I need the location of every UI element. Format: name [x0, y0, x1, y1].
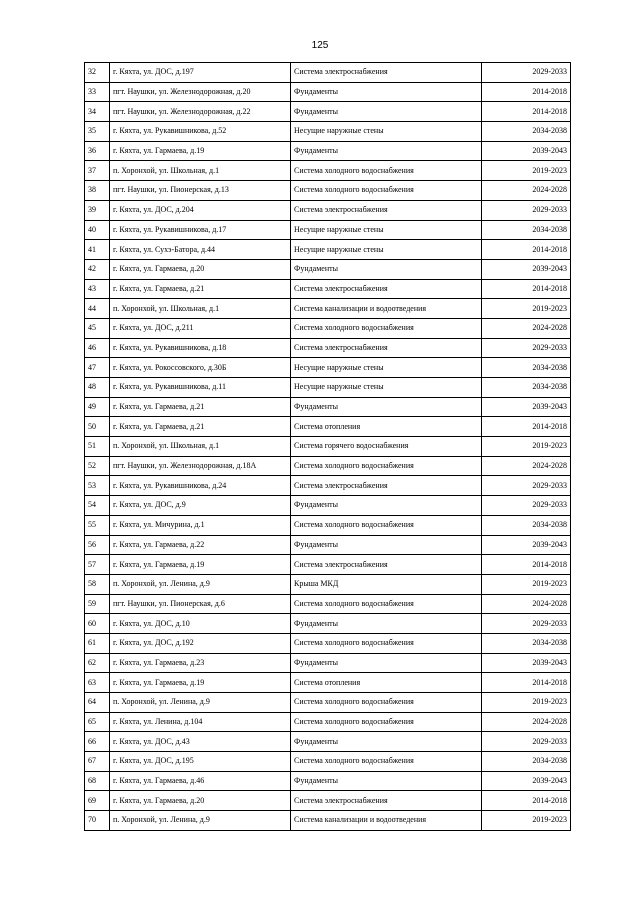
- table-row: [85, 397, 571, 417]
- table-row: [85, 200, 571, 220]
- period-cell: 2039-2043: [482, 653, 571, 673]
- table-row: [85, 358, 571, 378]
- period-cell: 2019-2023: [482, 574, 571, 594]
- row-number-cell: 53: [85, 476, 110, 496]
- system-cell: Фундаменты: [291, 496, 482, 516]
- table-row: [85, 102, 571, 122]
- period-cell: 2039-2043: [482, 771, 571, 791]
- row-number-cell: 39: [85, 200, 110, 220]
- table-row: [85, 515, 571, 535]
- address-cell: г. Кяхта, ул. Сухэ-Батора, д.44: [110, 240, 291, 260]
- system-cell: Система канализации и водоотведения: [291, 299, 482, 319]
- page-number: 125: [311, 40, 329, 51]
- address-cell: пгт. Наушки, ул. Пионерская, д.6: [110, 594, 291, 614]
- table-row: [85, 279, 571, 299]
- period-cell: 2039-2043: [482, 535, 571, 555]
- address-cell: г. Кяхта, ул. Гармаева, д.20: [110, 791, 291, 811]
- table-row: [85, 535, 571, 555]
- address-cell: п. Хоронхой, ул. Школьная, д.1: [110, 299, 291, 319]
- table-row: [85, 456, 571, 476]
- period-cell: 2014-2018: [482, 791, 571, 811]
- period-cell: 2029-2033: [482, 63, 571, 83]
- system-cell: Система электроснабжения: [291, 63, 482, 83]
- period-cell: 2034-2038: [482, 633, 571, 653]
- period-cell: 2019-2023: [482, 437, 571, 457]
- system-cell: Система холодного водоснабжения: [291, 161, 482, 181]
- address-cell: г. Кяхта, ул. ДОС, д.197: [110, 63, 291, 83]
- table-row: [85, 614, 571, 634]
- row-number-cell: 70: [85, 811, 110, 831]
- row-number-cell: 61: [85, 633, 110, 653]
- system-cell: Система холодного водоснабжения: [291, 752, 482, 772]
- row-number-cell: 42: [85, 259, 110, 279]
- system-cell: Система холодного водоснабжения: [291, 318, 482, 338]
- period-cell: 2039-2043: [482, 397, 571, 417]
- system-cell: Несущие наружные стены: [291, 122, 482, 142]
- period-cell: 2034-2038: [482, 752, 571, 772]
- period-cell: 2019-2023: [482, 161, 571, 181]
- system-cell: Система электроснабжения: [291, 279, 482, 299]
- period-cell: 2014-2018: [482, 555, 571, 575]
- table-row: [85, 122, 571, 142]
- system-cell: Система канализации и водоотведения: [291, 811, 482, 831]
- period-cell: 2014-2018: [482, 673, 571, 693]
- system-cell: Фундаменты: [291, 82, 482, 102]
- address-cell: г. Кяхта, ул. ДОС, д.10: [110, 614, 291, 634]
- system-cell: Система отопления: [291, 673, 482, 693]
- address-cell: г. Кяхта, ул. ДОС, д.43: [110, 732, 291, 752]
- row-number-cell: 45: [85, 318, 110, 338]
- row-number-cell: 63: [85, 673, 110, 693]
- address-cell: г. Кяхта, ул. Гармаева, д.46: [110, 771, 291, 791]
- address-cell: г. Кяхта, ул. Рокоссовского, д.30Б: [110, 358, 291, 378]
- system-cell: Несущие наружные стены: [291, 240, 482, 260]
- address-cell: г. Кяхта, ул. Рукавишникова, д.11: [110, 378, 291, 398]
- address-cell: г. Кяхта, ул. Рукавишникова, д.24: [110, 476, 291, 496]
- row-number-cell: 59: [85, 594, 110, 614]
- address-cell: г. Кяхта, ул. Гармаева, д.20: [110, 259, 291, 279]
- row-number-cell: 36: [85, 141, 110, 161]
- address-cell: п. Хоронхой, ул. Школьная, д.1: [110, 437, 291, 457]
- system-cell: Система холодного водоснабжения: [291, 594, 482, 614]
- table-row: [85, 141, 571, 161]
- table-row: [85, 633, 571, 653]
- system-cell: Несущие наружные стены: [291, 358, 482, 378]
- period-cell: 2029-2033: [482, 732, 571, 752]
- address-cell: п. Хоронхой, ул. Ленина, д.9: [110, 574, 291, 594]
- period-cell: 2024-2028: [482, 318, 571, 338]
- table-row: [85, 437, 571, 457]
- period-cell: 2024-2028: [482, 712, 571, 732]
- row-number-cell: 43: [85, 279, 110, 299]
- address-cell: пгт. Наушки, ул. Пионерская, д.13: [110, 181, 291, 201]
- address-cell: г. Кяхта, ул. Рукавишникова, д.17: [110, 220, 291, 240]
- table-row: [85, 417, 571, 437]
- system-cell: Несущие наружные стены: [291, 378, 482, 398]
- row-number-cell: 64: [85, 693, 110, 713]
- system-cell: Система электроснабжения: [291, 476, 482, 496]
- period-cell: 2014-2018: [482, 102, 571, 122]
- row-number-cell: 54: [85, 496, 110, 516]
- address-cell: п. Хоронхой, ул. Ленина, д.9: [110, 693, 291, 713]
- row-number-cell: 44: [85, 299, 110, 319]
- period-cell: 2024-2028: [482, 594, 571, 614]
- address-cell: г. Кяхта, ул. ДОС, д.211: [110, 318, 291, 338]
- row-number-cell: 49: [85, 397, 110, 417]
- period-cell: 2024-2028: [482, 456, 571, 476]
- row-number-cell: 60: [85, 614, 110, 634]
- table-row: [85, 771, 571, 791]
- table-row: [85, 240, 571, 260]
- address-cell: г. Кяхта, ул. ДОС, д.192: [110, 633, 291, 653]
- period-cell: 2029-2033: [482, 614, 571, 634]
- system-cell: Несущие наружные стены: [291, 220, 482, 240]
- period-cell: 2019-2023: [482, 693, 571, 713]
- period-cell: 2014-2018: [482, 240, 571, 260]
- row-number-cell: 48: [85, 378, 110, 398]
- row-number-cell: 46: [85, 338, 110, 358]
- row-number-cell: 65: [85, 712, 110, 732]
- table-row: [85, 732, 571, 752]
- row-number-cell: 35: [85, 122, 110, 142]
- period-cell: 2014-2018: [482, 279, 571, 299]
- table-row: [85, 673, 571, 693]
- row-number-cell: 51: [85, 437, 110, 457]
- row-number-cell: 50: [85, 417, 110, 437]
- system-cell: Фундаменты: [291, 535, 482, 555]
- system-cell: Фундаменты: [291, 614, 482, 634]
- row-number-cell: 52: [85, 456, 110, 476]
- address-cell: г. Кяхта, ул. ДОС, д.9: [110, 496, 291, 516]
- table-row: [85, 338, 571, 358]
- system-cell: Система электроснабжения: [291, 555, 482, 575]
- period-cell: 2034-2038: [482, 220, 571, 240]
- table-row: [85, 220, 571, 240]
- row-number-cell: 69: [85, 791, 110, 811]
- period-cell: 2014-2018: [482, 417, 571, 437]
- address-cell: г. Кяхта, ул. Гармаева, д.19: [110, 673, 291, 693]
- row-number-cell: 38: [85, 181, 110, 201]
- row-number-cell: 55: [85, 515, 110, 535]
- system-cell: Система отопления: [291, 417, 482, 437]
- system-cell: Система электроснабжения: [291, 200, 482, 220]
- table-row: [85, 496, 571, 516]
- period-cell: 2039-2043: [482, 259, 571, 279]
- table-row: [85, 594, 571, 614]
- period-cell: 2024-2028: [482, 181, 571, 201]
- system-cell: Система холодного водоснабжения: [291, 456, 482, 476]
- table-row: [85, 161, 571, 181]
- period-cell: 2019-2023: [482, 299, 571, 319]
- period-cell: 2034-2038: [482, 358, 571, 378]
- table-row: [85, 653, 571, 673]
- table-row: [85, 791, 571, 811]
- period-cell: 2039-2043: [482, 141, 571, 161]
- table-row: [85, 299, 571, 319]
- row-number-cell: 68: [85, 771, 110, 791]
- system-cell: Крыша МКД: [291, 574, 482, 594]
- period-cell: 2014-2018: [482, 82, 571, 102]
- system-cell: Система горячего водоснабжения: [291, 437, 482, 457]
- address-cell: г. Кяхта, ул. Гармаева, д.19: [110, 555, 291, 575]
- address-cell: г. Кяхта, ул. Гармаева, д.23: [110, 653, 291, 673]
- address-cell: г. Кяхта, ул. Ленина, д.104: [110, 712, 291, 732]
- address-cell: г. Кяхта, ул. ДОС, д.195: [110, 752, 291, 772]
- period-cell: 2034-2038: [482, 122, 571, 142]
- system-cell: Фундаменты: [291, 732, 482, 752]
- row-number-cell: 66: [85, 732, 110, 752]
- system-cell: Система электроснабжения: [291, 338, 482, 358]
- row-number-cell: 34: [85, 102, 110, 122]
- system-cell: Фундаменты: [291, 653, 482, 673]
- table-row: [85, 63, 571, 83]
- address-cell: г. Кяхта, ул. Рукавишникова, д.18: [110, 338, 291, 358]
- row-number-cell: 33: [85, 82, 110, 102]
- table-row: [85, 752, 571, 772]
- address-cell: пгт. Наушки, ул. Железнодорожная, д.20: [110, 82, 291, 102]
- address-cell: г. Кяхта, ул. Мичурина, д.1: [110, 515, 291, 535]
- period-cell: 2029-2033: [482, 200, 571, 220]
- address-cell: п. Хоронхой, ул. Ленина, д.9: [110, 811, 291, 831]
- table-row: [85, 82, 571, 102]
- table-row: [85, 693, 571, 713]
- address-cell: г. Кяхта, ул. ДОС, д.204: [110, 200, 291, 220]
- row-number-cell: 57: [85, 555, 110, 575]
- table-row: [85, 476, 571, 496]
- table-body: [85, 63, 571, 831]
- period-cell: 2019-2023: [482, 811, 571, 831]
- table-row: [85, 378, 571, 398]
- table-row: [85, 574, 571, 594]
- system-cell: Система холодного водоснабжения: [291, 633, 482, 653]
- repair-schedule-table: [84, 62, 571, 831]
- row-number-cell: 41: [85, 240, 110, 260]
- row-number-cell: 58: [85, 574, 110, 594]
- period-cell: 2029-2033: [482, 476, 571, 496]
- system-cell: Фундаменты: [291, 397, 482, 417]
- system-cell: Фундаменты: [291, 141, 482, 161]
- system-cell: Система холодного водоснабжения: [291, 693, 482, 713]
- address-cell: пгт. Наушки, ул. Железнодорожная, д.22: [110, 102, 291, 122]
- system-cell: Система холодного водоснабжения: [291, 712, 482, 732]
- row-number-cell: 47: [85, 358, 110, 378]
- period-cell: 2029-2033: [482, 496, 571, 516]
- table-row: [85, 555, 571, 575]
- row-number-cell: 67: [85, 752, 110, 772]
- system-cell: Система холодного водоснабжения: [291, 181, 482, 201]
- period-cell: 2029-2033: [482, 338, 571, 358]
- address-cell: г. Кяхта, ул. Гармаева, д.21: [110, 417, 291, 437]
- address-cell: п. Хоронхой, ул. Школьная, д.1: [110, 161, 291, 181]
- row-number-cell: 32: [85, 63, 110, 83]
- period-cell: 2034-2038: [482, 378, 571, 398]
- table-row: [85, 811, 571, 831]
- system-cell: Система холодного водоснабжения: [291, 515, 482, 535]
- table-row: [85, 318, 571, 338]
- row-number-cell: 62: [85, 653, 110, 673]
- table-row: [85, 712, 571, 732]
- system-cell: Фундаменты: [291, 771, 482, 791]
- row-number-cell: 40: [85, 220, 110, 240]
- system-cell: Фундаменты: [291, 102, 482, 122]
- row-number-cell: 56: [85, 535, 110, 555]
- address-cell: г. Кяхта, ул. Гармаева, д.19: [110, 141, 291, 161]
- system-cell: Система электроснабжения: [291, 791, 482, 811]
- table-row: [85, 259, 571, 279]
- address-cell: г. Кяхта, ул. Гармаева, д.21: [110, 397, 291, 417]
- address-cell: г. Кяхта, ул. Гармаева, д.21: [110, 279, 291, 299]
- period-cell: 2034-2038: [482, 515, 571, 535]
- table-row: [85, 181, 571, 201]
- row-number-cell: 37: [85, 161, 110, 181]
- address-cell: пгт. Наушки, ул. Железнодорожная, д.18А: [110, 456, 291, 476]
- address-cell: г. Кяхта, ул. Гармаева, д.22: [110, 535, 291, 555]
- system-cell: Фундаменты: [291, 259, 482, 279]
- address-cell: г. Кяхта, ул. Рукавишникова, д.52: [110, 122, 291, 142]
